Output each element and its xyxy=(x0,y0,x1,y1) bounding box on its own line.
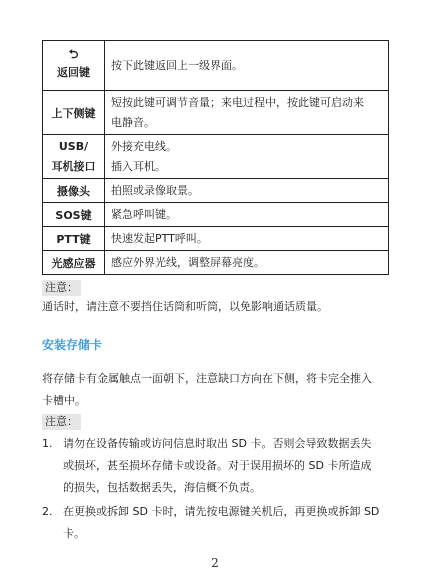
desc-cell: 外接充电线。 插入耳机。 xyxy=(105,135,389,179)
table-row xyxy=(43,135,389,179)
table-row xyxy=(43,41,389,91)
key-cell-back: ⮌ 返回键 xyxy=(43,41,105,91)
desc-cell: 短按此键可调节音量；来电过程中，按此键可启动来 电静音。 xyxy=(105,91,389,135)
key-cell-light-sensor: 光感应器 xyxy=(43,251,105,275)
sd-note-label: 注意： xyxy=(42,414,81,430)
table-row xyxy=(43,251,389,275)
table-row xyxy=(43,91,389,135)
list-item: 1. 请勿在设备传输或访问信息时取出 SD 卡。否则会导致数据丢失 或损坏，甚至损坏存储卡或设备。对于误用损坏的 SD 卡所造成 的损失，包括数据丢失，海信概不负责。 xyxy=(42,437,372,494)
desc-cell: 按下此键返回上一级界面。 xyxy=(105,41,389,91)
sd-notes-list xyxy=(42,433,392,547)
key-cell-ptt: PTT键 xyxy=(43,227,105,251)
list-item: 2. 在更换或拆卸 SD 卡时，请先按电源键关机后，再更换或拆卸 SD 卡。 xyxy=(42,505,380,540)
page-number: 2 xyxy=(211,556,219,570)
desc-cell: 拍照或录像取景。 xyxy=(105,179,389,203)
table-row xyxy=(43,179,389,203)
key-cell-sos: SOS键 xyxy=(43,203,105,227)
back-arrow-icon: ⮌ xyxy=(68,46,79,61)
call-note-text: 通话时，请注意不要挡住话筒和听筒，以免影响通话质量。 xyxy=(42,300,328,313)
desc-cell: 紧急呼叫键。 xyxy=(105,203,389,227)
section-title-install-sd: 安装存储卡 xyxy=(42,338,103,352)
desc-cell: 快速发起PTT呼叫。 xyxy=(105,227,389,251)
desc-cell: 感应外界光线，调整屏幕亮度。 xyxy=(105,251,389,275)
key-function-table xyxy=(42,40,389,275)
sd-intro-text: 将存储卡有金属触点一面朝下，注意缺口方向在下侧，将卡完全推入 卡槽中。 xyxy=(42,372,372,407)
key-cell-camera: 摄像头 xyxy=(43,179,105,203)
key-cell-volume: 上下侧键 xyxy=(43,91,105,135)
note-label: 注意： xyxy=(42,280,81,296)
key-cell-usb: USB/ 耳机接口 xyxy=(43,135,105,179)
table-row xyxy=(43,227,389,251)
table-row xyxy=(43,203,389,227)
